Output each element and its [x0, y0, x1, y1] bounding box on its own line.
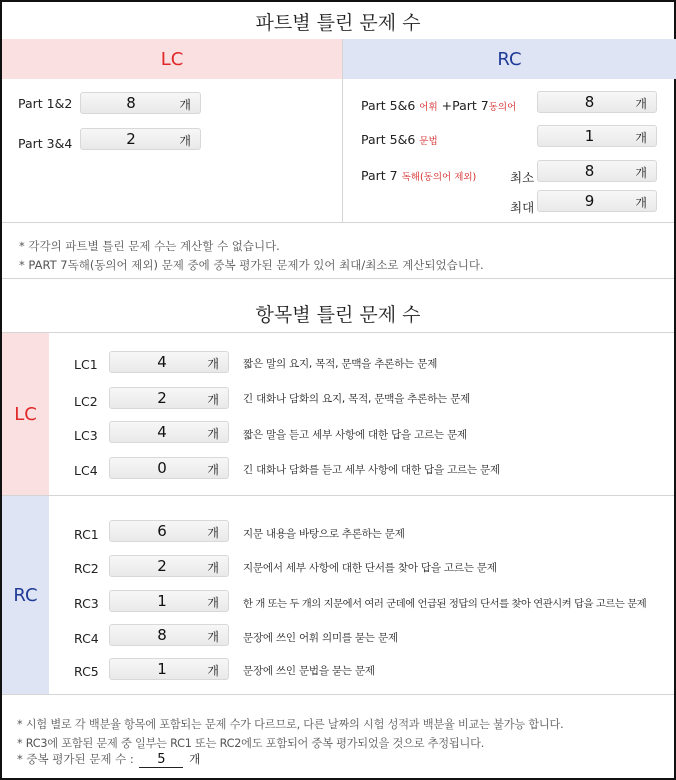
rc1-desc: 지문 내용을 바탕으로 추론하는 문제: [243, 528, 405, 540]
divider: [2, 278, 674, 279]
lc4-code: LC4: [74, 463, 98, 478]
lc2-code: LC2: [74, 394, 98, 409]
max-label: 최대: [510, 200, 535, 215]
lc4-desc: 긴 대화나 담화를 듣고 세부 사항에 대한 답을 고르는 문제: [243, 464, 500, 476]
grammar-tag: 문법: [419, 136, 438, 147]
divider: [2, 495, 674, 496]
rc-side-label: RC: [2, 496, 49, 694]
item-note-1: * 시험 별로 각 백분율 항목에 포함되는 문제 수가 다르므로, 다른 날짜의 시험 성적과 백분율 비교는 불가능 합니다.: [17, 718, 564, 731]
lc3-desc: 짧은 말을 듣고 세부 사항에 대한 답을 고르는 문제: [243, 429, 467, 441]
part-5-6-grammar-value: 1: [584, 127, 595, 145]
part-5-6-vocab-label: [361, 98, 516, 113]
rc4-desc: 문장에 쓰인 어휘 의미를 묻는 문제: [243, 632, 398, 644]
unit-label: 개: [207, 630, 219, 644]
rc-header: RC: [343, 39, 676, 79]
unit-label: 개: [635, 131, 647, 145]
part-section-title: 파트별 틀린 문제 수: [255, 12, 421, 34]
lc1-code: LC1: [74, 357, 98, 372]
rc2-desc: 지문에서 세부 사항에 대한 단서를 찾아 답을 고르는 문제: [243, 562, 497, 574]
rc2-value: 2: [157, 557, 167, 575]
lc-header: LC: [2, 39, 342, 79]
unit-label: 개: [207, 393, 219, 407]
divider: [2, 222, 674, 223]
lc1-desc: 짧은 말의 요지, 목적, 문맥을 추론하는 문제: [243, 358, 438, 370]
part-3-4-count: [80, 128, 201, 150]
part-5-6-text: Part 5&6: [361, 98, 416, 113]
lc1-value: 4: [157, 353, 167, 371]
unit-label: 개: [207, 664, 219, 678]
rc5-code: RC5: [74, 664, 99, 679]
unit-label: 개: [179, 134, 191, 148]
rc1-count: [109, 520, 229, 542]
rc3-count: [109, 590, 229, 612]
unit-label: 개: [635, 97, 647, 111]
part-divider: [342, 39, 343, 222]
duplicate-count-row: [17, 751, 200, 768]
lc3-count: [109, 421, 229, 443]
rc1-value: 6: [157, 522, 167, 540]
unit-label: 개: [207, 427, 219, 441]
part-7-min-value: 8: [584, 162, 595, 180]
part-5-6-text: Part 5&6: [361, 132, 416, 147]
lc2-desc: 긴 대화나 담화의 요지, 목적, 문맥을 추론하는 문제: [243, 393, 471, 405]
part-1-2-label: Part 1&2: [18, 96, 73, 111]
part-7-min-count: [537, 160, 657, 182]
part-5-6-vocab-count: [537, 91, 657, 113]
lc4-value: 0: [157, 459, 167, 477]
part-note-1: * 각각의 파트별 틀린 문제 수는 계산할 수 없습니다.: [19, 239, 280, 253]
part-7-max-count: [537, 190, 657, 212]
vocab-tag: 어휘: [419, 102, 438, 113]
part-5-6-grammar-count: [537, 125, 657, 147]
reading-tag: 독해(동의어 제외): [401, 172, 477, 183]
unit-label: 개: [635, 196, 647, 210]
part-1-2-value: 8: [126, 94, 136, 112]
rc3-code: RC3: [74, 596, 99, 611]
divider: [2, 332, 674, 333]
lc3-value: 4: [157, 423, 167, 441]
unit-label: 개: [207, 596, 219, 610]
rc5-count: [109, 658, 229, 680]
rc5-value: 1: [157, 660, 167, 678]
duplicate-count-unit: 개: [189, 752, 201, 766]
rc2-count: [109, 555, 229, 577]
duplicate-count-value: 5: [139, 752, 183, 768]
lc4-count: [109, 457, 229, 479]
part-1-2-count: [80, 92, 201, 114]
rc4-value: 8: [157, 626, 167, 644]
rc3-desc: 한 개 또는 두 개의 지문에서 여러 군데에 언급된 정답의 단서를 찾아 연관시켜 답을 고르는 문제: [243, 598, 647, 610]
lc1-count: [109, 351, 229, 373]
rc4-count: [109, 624, 229, 646]
part-3-4-label: Part 3&4: [18, 136, 73, 151]
rc2-code: RC2: [74, 561, 99, 576]
unit-label: 개: [207, 561, 219, 575]
unit-label: 개: [179, 98, 191, 112]
part-7-text: Part 7: [361, 168, 398, 183]
part-5-6-grammar-label: [361, 132, 438, 147]
rc3-value: 1: [157, 592, 167, 610]
unit-label: 개: [635, 166, 647, 180]
part-7-max-value: 9: [584, 192, 595, 210]
item-section-title: 항목별 틀린 문제 수: [255, 304, 421, 326]
lc-side-label: LC: [2, 333, 49, 495]
duplicate-count-label: * 중복 평가된 문제 수 :: [17, 752, 134, 766]
rc4-code: RC4: [74, 631, 99, 646]
part-7-reading-label: [361, 168, 476, 183]
part-7-text: +Part 7: [441, 98, 489, 113]
rc1-code: RC1: [74, 527, 99, 542]
item-note-2: * RC3에 포함된 문제 중 일부는 RC1 또는 RC2에도 포함되어 중복 평가되었을 것으로 추정됩니다.: [17, 737, 485, 750]
part-3-4-value: 2: [126, 130, 136, 148]
min-label: 최소: [510, 170, 535, 185]
synonym-tag: 동의어: [488, 102, 517, 113]
part-note-2: * PART 7독해(동의어 제외) 문제 중에 중복 평가된 문제가 있어 최대/최소로 계산되었습니다.: [19, 258, 484, 272]
lc2-value: 2: [157, 389, 167, 407]
rc5-desc: 문장에 쓰인 문법을 묻는 문제: [243, 665, 375, 677]
unit-label: 개: [207, 526, 219, 540]
lc2-count: [109, 387, 229, 409]
divider: [2, 694, 674, 695]
unit-label: 개: [207, 463, 219, 477]
part-5-6-vocab-value: 8: [584, 93, 595, 111]
unit-label: 개: [207, 357, 219, 371]
lc3-code: LC3: [74, 428, 98, 443]
